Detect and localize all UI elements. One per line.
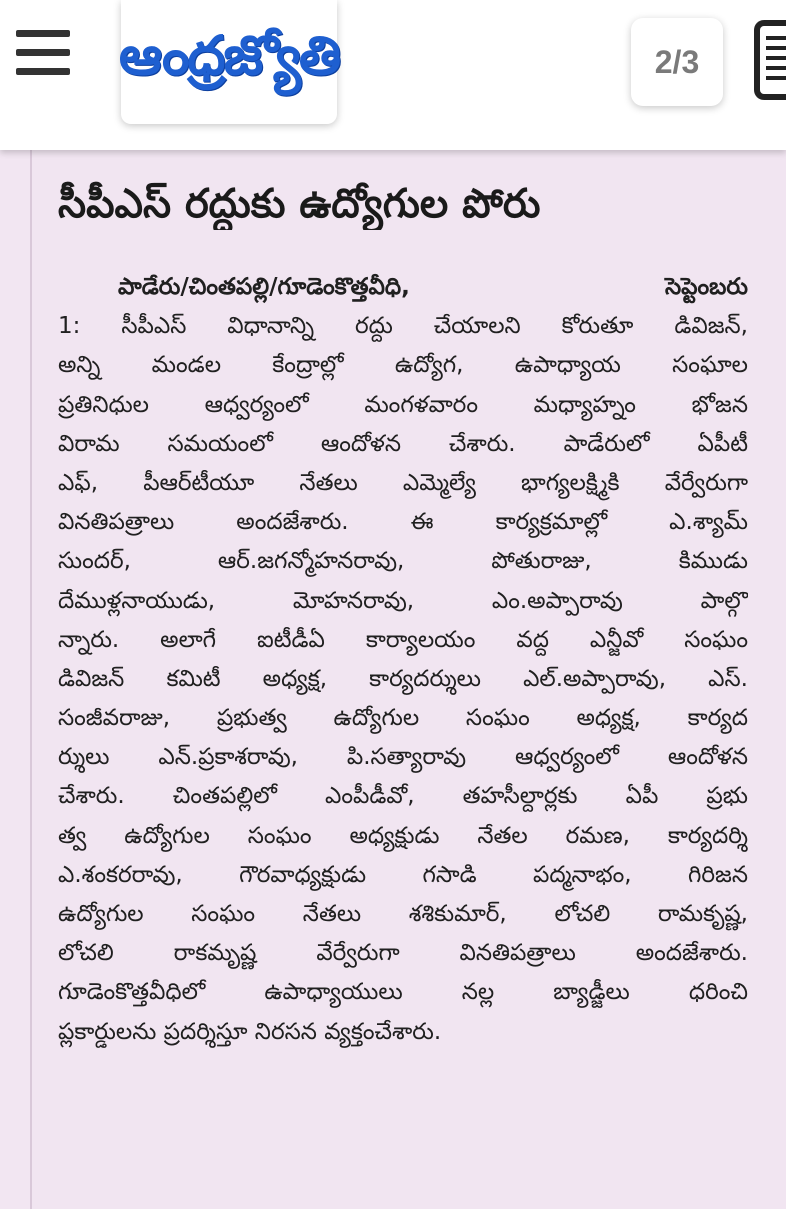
article-line: పాడేరు/చింతపల్లి/గూడెంకొత్తవీధి, సెప్టెంబరు <box>118 274 748 300</box>
article-line: న్నారు. అలాగే ఐటీడీఏ కార్యాలయం వద్ద ఎన్జీవో సంఘం <box>58 626 748 653</box>
menu-bar-line <box>16 68 70 75</box>
article-line: దేముళ్లనాయుడు, మోహనరావు, ఎం.అప్పారావు పాల్గొ <box>58 587 748 614</box>
article-line: త్వ ఉద్యోగుల సంఘం అధ్యక్షుడు నేతల రమణ, కార్యదర్శి <box>58 822 748 849</box>
article-line: ఉద్యోగుల సంఘం నేతలు శశికుమార్, లోచలి రామకృష్ణ, <box>58 901 748 927</box>
article-line: ఎ.శంకరరావు, గౌరవాధ్యక్షుడు గసాడి పద్మనాభం, గిరిజన <box>58 861 748 888</box>
article-line: 1: సీపీఎస్ విధానాన్ని రద్దు చేయాలని కోరుతూ డివిజన్, <box>58 313 748 340</box>
logo-text: ఆంధ్రజ్యోతి <box>118 23 340 87</box>
article-line: వినతిపత్రాలు అందజేశారు. ఈ కార్యక్రమాల్లో ఎ.శ్యామ్ <box>58 509 748 536</box>
article-line: అన్ని మండల కేంద్రాల్లో ఉద్యోగ, ఉపాధ్యాయ సంఘాల <box>58 352 748 379</box>
top-bar <box>0 0 786 150</box>
article-line: ర్శులు ఎన్.ప్రకాశరావు, పి.సత్యారావు ఆధ్వర్యంలో ఆందోళన <box>58 744 748 771</box>
newspaper-icon[interactable] <box>754 20 786 100</box>
article-body <box>58 268 748 1052</box>
article-line: గూడెంకొత్తవీధిలో ఉపాధ్యాయులు నల్ల బ్యాడ్జీలు ధరించి <box>58 979 748 1006</box>
article-line: లోచలి రాకమృష్ణ వేర్వేరుగా వినతిపత్రాలు అందజేశారు. <box>58 940 748 967</box>
hamburger-menu-icon[interactable] <box>16 30 70 76</box>
article-line: డివిజన్ కమిటీ అధ్యక్ష, కార్యదర్శులు ఎల్.అప్పారావు, ఎస్. <box>58 665 748 692</box>
article-line: సంజీవరాజు, ప్రభుత్వ ఉద్యోగుల సంఘం అధ్యక్ష, కార్యద <box>58 705 748 732</box>
article-line: ప్రతినిధుల ఆధ్వర్యంలో మంగళవారం మధ్యాహ్నం భోజన <box>58 391 748 418</box>
article-headline: సీపీఎస్ రద్దుకు ఉద్యోగుల పోరు <box>58 181 541 227</box>
article-line: సుందర్, ఆర్.జగన్మోహనరావు, పోతురాజు, కిముడు <box>58 548 748 575</box>
article-line: విరామ సమయంలో ఆందోళన చేశారు. పాడేరులో ఏపీటీ <box>58 430 748 457</box>
article-line: చేశారు. చింతపల్లిలో ఎంపీడీవో, తహసీల్దార్లకు ఏపీ ప్రభు <box>58 783 748 810</box>
article-clipping <box>30 150 786 1209</box>
menu-bar-line <box>16 30 70 37</box>
page-indicator-button[interactable]: 2/3 <box>631 18 723 106</box>
logo[interactable] <box>118 0 340 124</box>
article-line: ప్లకార్డులను ప్రదర్శిస్తూ నిరసన వ్యక్తంచేశారు. <box>58 1018 442 1045</box>
menu-bar-line <box>16 49 70 56</box>
article-line: ఎఫ్, పీఆర్‌టీయూ నేతలు ఎమ్మెల్యే భాగ్యలక్ష్మికి వేర్వేరుగా <box>58 469 748 496</box>
